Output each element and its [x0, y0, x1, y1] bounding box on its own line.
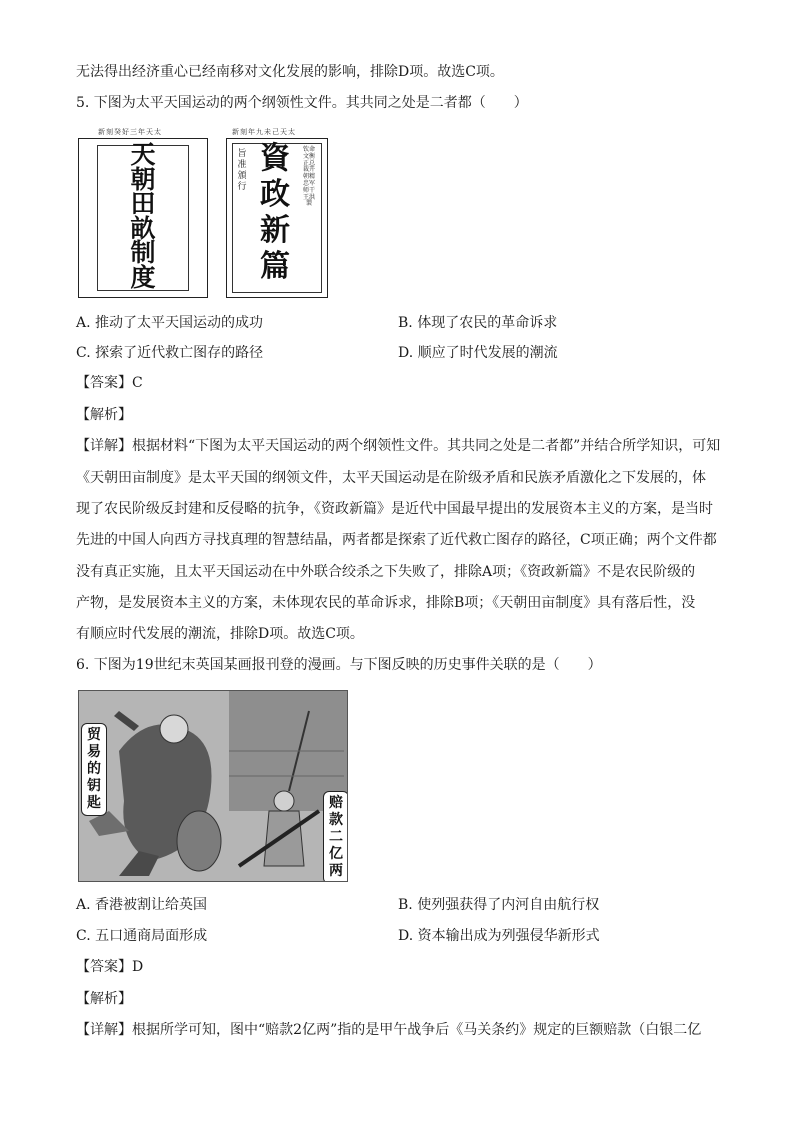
trade-key-label [81, 723, 107, 816]
q5-option-b[interactable]: B. 体现了农民的革命诉求 [398, 315, 558, 331]
q5-option-c[interactable]: C. 探索了近代救亡图存的路径 [76, 345, 264, 361]
right-cover-header: 新刻年九未己天太 [232, 128, 296, 136]
left-cover-title-char-2: 朝 [130, 164, 156, 194]
previous-answer-tail: 无法得出经济重心已经南移对文化发展的影响，排除D项。故选C项。 [76, 64, 504, 80]
indemnity-label-char-1: 赔 [329, 795, 343, 811]
trade-key-label-char-5: 匙 [87, 795, 101, 811]
question-6-stem: 6. 下图为19世纪末英国某画报刊登的漫画。与下图反映的历史事件关联的是（ ） [76, 657, 602, 673]
question-6-cartoon [78, 690, 348, 882]
q6-detail-line-1: 【详解】根据所学可知，图中“赔款2亿两”指的是甲午战争后《马关条约》规定的巨额赔款（白银二亿 [76, 1022, 702, 1038]
left-cover-title-char-6: 度 [130, 262, 156, 292]
q5-option-a[interactable]: A. 推动了太平天国运动的成功 [76, 315, 264, 331]
left-cover-title-char-1: 天 [130, 140, 156, 169]
right-cover-title-char-3: 新 [260, 213, 290, 248]
q6-answer: 【答案】D [76, 959, 144, 975]
cartoon-illustration [79, 691, 347, 881]
q5-analysis-heading: 【解析】 [76, 407, 132, 423]
indemnity-label [323, 791, 348, 882]
trade-key-label-char-2: 易 [87, 744, 101, 760]
indemnity-label-char-5: 两 [329, 863, 343, 879]
q5-detail-line-6: 产物，是发展资本主义的方案，未体现农民的革命诉求，排除B项；《天朝田亩制度》具有落后性，没 [76, 595, 696, 611]
q5-detail-line-5: 没有真正实施，且太平天国运动在中外联合绞杀之下失败了，排除A项；《资政新篇》不是农民阶级的 [76, 564, 696, 580]
right-cover-title [253, 141, 297, 285]
right-cover-side-right: 钦命文衡正总裁开朝精忠军师干王洪 製 [303, 146, 316, 208]
trade-key-label-char-1: 贸 [87, 727, 101, 743]
q6-option-d[interactable]: D. 资本输出成为列强侵华新形式 [398, 928, 600, 944]
q6-option-c[interactable]: C. 五口通商局面形成 [76, 928, 208, 944]
indemnity-label-char-3: 二 [329, 829, 343, 845]
indemnity-label-char-2: 款 [329, 812, 343, 828]
indemnity-label-char-4: 亿 [329, 846, 343, 862]
left-cover-title-char-4: 畝 [130, 213, 156, 243]
question-5-stem: 5. 下图为太平天国运动的两个纲领性文件。其共同之处是二者都（ ） [76, 95, 528, 111]
q5-answer: 【答案】C [76, 375, 143, 391]
q6-option-a[interactable]: A. 香港被割让给英国 [76, 897, 208, 913]
trade-key-label-char-3: 的 [87, 761, 101, 777]
q5-detail-line-4: 先进的中国人向西方寻找真理的智慧结晶，两者都是探索了近代救亡图存的路径，C项正确；两个文件都 [76, 532, 717, 548]
q5-detail-line-3: 现了农民阶级反封建和反侵略的抗争，《资政新篇》是近代中国最早提出的发展资本主义的方案，是当时 [76, 501, 713, 517]
tianchao-tianmu-cover [78, 138, 208, 298]
left-cover-title [105, 140, 181, 292]
right-cover-side-left: 旨准頒行 [237, 149, 247, 192]
q5-detail-line-7: 有顺应时代发展的潮流，排除D项。故选C项。 [76, 626, 364, 642]
q5-option-d[interactable]: D. 顺应了时代发展的潮流 [398, 345, 558, 361]
q5-detail-line-2: 《天朝田亩制度》是太平天国的纲领文件，太平天国运动是在阶级矛盾和民族矛盾激化之下发展的，体 [76, 470, 706, 486]
q6-option-b[interactable]: B. 使列强获得了内河自由航行权 [398, 897, 600, 913]
left-cover-title-char-5: 制 [130, 238, 156, 267]
zizheng-xinpian-cover [226, 138, 328, 298]
left-cover-header: 新刻癸好三年天太 [98, 128, 162, 136]
q6-analysis-heading: 【解析】 [76, 991, 132, 1007]
left-cover-title-char-3: 田 [130, 189, 156, 218]
trade-key-label-char-4: 钥 [87, 778, 101, 794]
right-cover-title-char-1: 資 [260, 141, 290, 176]
right-cover-title-char-2: 政 [260, 177, 290, 212]
right-cover-title-char-4: 篇 [260, 249, 290, 284]
q5-detail-line-1: 【详解】根据材料“下图为太平天国运动的两个纲领性文件。其共同之处是二者都”并结合所学知识，可知 [76, 438, 721, 454]
